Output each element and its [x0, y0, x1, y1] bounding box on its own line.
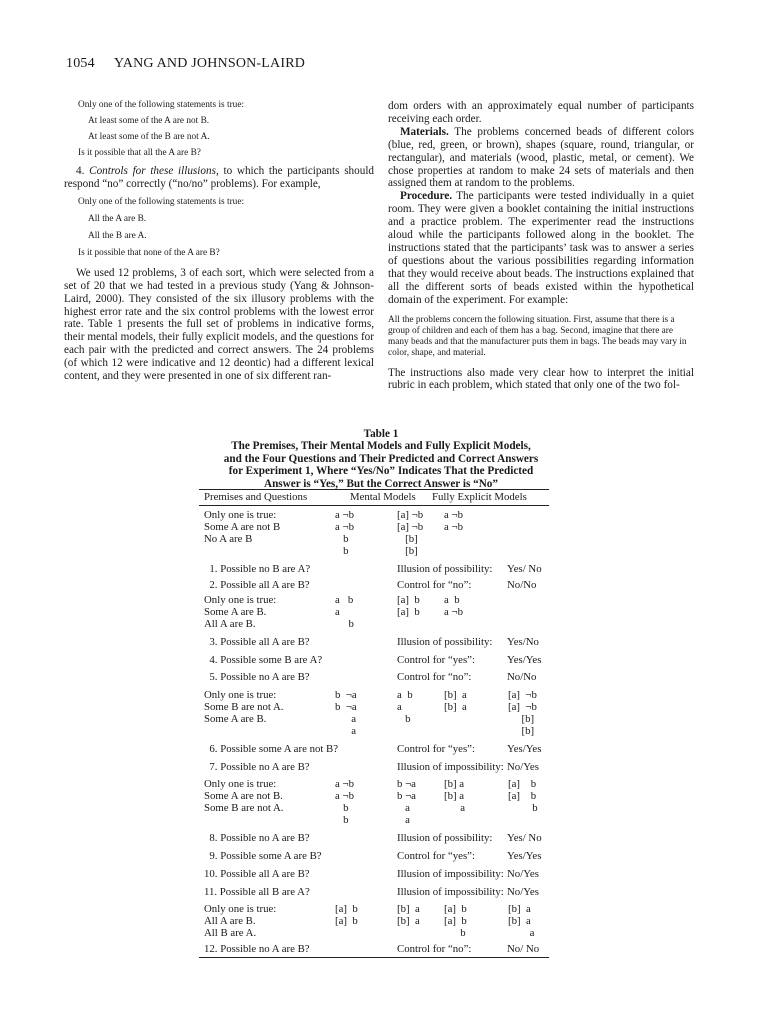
table-title-line: The Premises, Their Mental Models and Fully Explicit Models, [231, 440, 531, 453]
table-cell: No/No [507, 579, 537, 591]
table-row-label: All A are B. [204, 915, 256, 927]
table-label: Table 1 [363, 428, 399, 440]
table-cell: a [508, 927, 535, 939]
table-cell: b ¬a [335, 689, 357, 701]
running-title: YANG AND JOHNSON-LAIRD [114, 56, 306, 71]
example2-statement-1: All the A are B. [88, 213, 147, 224]
table-cell: a [397, 701, 402, 713]
table-cell: a b [444, 594, 460, 606]
table-cell: a [444, 802, 465, 814]
table-cell: b [508, 802, 538, 814]
table-cell: [a] ¬b [397, 509, 424, 521]
table-cell: Control for “yes”: [397, 654, 475, 666]
table-row-label: 7. Possible no A are B? [204, 761, 310, 773]
table-cell: Illusion of impossibility: [397, 868, 504, 880]
table-row-label: Only one is true: [204, 778, 277, 790]
table-cell: Control for “no”: [397, 579, 472, 591]
table-row-label: 9. Possible some A are B? [204, 850, 322, 862]
table-row-label: Only one is true: [204, 509, 277, 521]
table-title-line: and the Four Questions and Their Predicted and Correct Answers [223, 452, 539, 465]
right-column [388, 100, 694, 392]
table-cell: a b [397, 689, 413, 701]
table-cell: Illusion of possibility: [397, 563, 493, 575]
table-row-label: 8. Possible no A are B? [204, 832, 310, 844]
table-cell: a ¬b [335, 790, 354, 802]
example2-question: Is it possible that none of the A are B? [78, 247, 220, 258]
table-cell: [b] [397, 533, 418, 545]
table-cell: Yes/ No [507, 832, 542, 844]
table-cell: a [335, 725, 356, 737]
table-row-label: 12. Possible no A are B? [204, 943, 310, 955]
table-row-label: Only one is true: [204, 594, 277, 606]
table-cell: Control for “no”: [397, 943, 472, 955]
example2-statement-2: All the B are A. [88, 230, 147, 241]
table-cell: [a] b [444, 903, 467, 915]
table-cell: No/ No [507, 943, 540, 955]
table-cell: [a] b [397, 594, 420, 606]
table-cell: Yes/Yes [507, 850, 542, 862]
table-cell: [b] [508, 713, 535, 725]
example1-question: Is it possible that all the A are B? [78, 148, 201, 158]
continuation-paragraph: dom orders with an approximately equal number of participants receiving each order. [388, 100, 694, 125]
table-row-label: 4. Possible some B are A? [204, 654, 323, 666]
table-cell: [b] a [397, 915, 420, 927]
table-cell: b [335, 802, 349, 814]
table-cell: Illusion of possibility: [397, 832, 493, 844]
table-cell: b [335, 533, 349, 545]
table-cell: a b [335, 594, 354, 606]
control-paragraph [64, 165, 374, 191]
table-title-line: for Experiment 1, Where “Yes/No” Indicates That the Predicted [228, 465, 534, 478]
control-italic-phrase: Controls for these illusions, [89, 165, 219, 177]
table-cell: Control for “yes”: [397, 850, 475, 862]
table-cell: No/No [507, 671, 537, 683]
table-row-label: 3. Possible all A are B? [204, 636, 310, 648]
table-cell: Yes/Yes [507, 743, 542, 755]
control-number: 4. [76, 165, 85, 177]
table-cell: a ¬b [444, 606, 463, 618]
table-cell: [b] a [508, 903, 531, 915]
table-row-label: Some A are not B [204, 521, 281, 533]
table-cell: b ¬a [397, 790, 416, 802]
table-cell: [b] a [444, 689, 467, 701]
left-column [64, 100, 374, 383]
table-cell: [b] a [508, 915, 531, 927]
table-cell: a [397, 802, 410, 814]
table-cell: b [397, 713, 411, 725]
table-row-label: All B are A. [204, 927, 257, 939]
table-cell: Control for “no”: [397, 671, 472, 683]
method-paragraph: We used 12 problems, 3 of each sort, which were selected from a set of 20 that we had tested in a previous study (Yang & Johnson-Laird, 2000). They consisted of the six illusory problems with the highest error rate and the six control problems with the lowest error rate. Table 1 presents the full set of problems in indicative forms, their mental models, their fully explicit models, and the questions for each pair with the predicted and correct answers. The 24 problems (of which 12 were indicative and 12 deontic) had a different lexical content, and they were presented in one of six different ran- [64, 266, 374, 383]
table-header-rule [199, 505, 549, 506]
table-cell: [a] ¬b [508, 689, 537, 701]
block-quote: All the problems concern the following situation. First, assume that there is a group of children and each of them has a bag. Second, imagine that there are many beads and that the manufacturer puts them in bags. The beads may vary in color, shape, and material. [388, 314, 687, 358]
table-row-label: Only one is true: [204, 689, 277, 701]
example1-intro: Only one of the following statements is true: [78, 100, 245, 110]
table-cell: [a] ¬b [508, 701, 537, 713]
table-cell: a ¬b [335, 509, 354, 521]
example1-statement-1: At least some of the A are not B. [88, 116, 210, 126]
table-cell: a ¬b [444, 509, 463, 521]
table-cell: [b] a [397, 903, 420, 915]
table-row-label: 1. Possible no B are A? [204, 563, 311, 575]
table-cell: [a] b [335, 903, 358, 915]
example1-statement-2: At least some of the B are not A. [88, 132, 210, 142]
running-header [66, 56, 305, 72]
instructions-paragraph: The instructions also made very clear how to interpret the initial rubric in each problem, which stated that only one of the two fol- [388, 366, 694, 392]
table-cell: b [335, 618, 354, 630]
table-cell: Yes/Yes [507, 654, 542, 666]
table-header-mental: Mental Models [350, 491, 416, 503]
table-header-premises: Premises and Questions [204, 491, 308, 503]
table-bottom-rule [199, 957, 549, 958]
table-cell: [a] b [508, 790, 537, 802]
table-cell: a [335, 713, 356, 725]
table-cell: a ¬b [444, 521, 463, 533]
table-cell: b [444, 927, 466, 939]
table-row-label: 2. Possible all A are B? [204, 579, 310, 591]
materials-heading: Materials. [400, 125, 449, 138]
table-cell: [b] a [444, 790, 465, 802]
procedure-paragraph [388, 190, 694, 306]
table-row-label: 6. Possible some A are not B? [204, 743, 339, 755]
table-title-line: Answer is “Yes,” But the Correct Answer is “No” [264, 477, 498, 490]
table-row-label: Some A are B. [204, 713, 267, 725]
page-number: 1054 [66, 56, 95, 71]
table-row-label: Some A are B. [204, 606, 267, 618]
table-cell: b ¬a [335, 701, 357, 713]
table-cell: [b] [508, 725, 535, 737]
table-cell: Illusion of impossibility: [397, 761, 504, 773]
table-row-label: No A are B [204, 533, 253, 545]
table-cell: [a] b [508, 778, 537, 790]
table-row-label: 10. Possible all A are B? [204, 868, 310, 880]
table-cell: Yes/ No [507, 563, 542, 575]
table-row-label: 11. Possible all B are A? [204, 886, 310, 898]
materials-paragraph [388, 126, 694, 191]
table-row-label: 5. Possible no A are B? [204, 671, 310, 683]
table-caption [196, 428, 566, 490]
table-row-label: All A are B. [204, 618, 256, 630]
table-top-rule [199, 489, 549, 490]
table-cell: a ¬b [335, 778, 354, 790]
table-cell: [a] b [397, 606, 420, 618]
table-row-label: Some B are not A. [204, 701, 284, 713]
table-cell: Control for “yes”: [397, 743, 475, 755]
table-cell: b ¬a [397, 778, 416, 790]
table-row-label: Only one is true: [204, 903, 277, 915]
table-cell: [b] [397, 545, 418, 557]
table-cell: [a] b [444, 915, 467, 927]
control-text: to which the participants should respond “no” correctly (“no/no” problems). For example, [64, 165, 375, 190]
table-row-label: Some A are not B. [204, 790, 283, 802]
table-cell: b [335, 545, 349, 557]
table-header-explicit: Fully Explicit Models [432, 491, 527, 503]
table-cell: No/Yes [507, 868, 539, 880]
table-cell: [a] b [335, 915, 358, 927]
table-cell: a [335, 606, 340, 618]
example2-intro: Only one of the following statements is true: [78, 196, 245, 207]
table-cell: a ¬b [335, 521, 354, 533]
procedure-heading: Procedure. [400, 190, 453, 203]
table-cell: b [335, 814, 349, 826]
table-cell: No/Yes [507, 761, 539, 773]
table-cell: [a] ¬b [397, 521, 424, 533]
materials-text: The problems concerned beads of different colors (blue, red, green, or brown), shapes (square, round, triangular, or rectangular), and materials (wood, plastic, metal, or cement). We chose properties at random to make 24 sets of materials and then assigned them at random to the problems. [388, 125, 694, 190]
table-cell: [b] a [444, 701, 467, 713]
table-cell: Yes/No [507, 636, 539, 648]
table-cell: a [397, 814, 410, 826]
table-cell: [b] a [444, 778, 465, 790]
table-cell: No/Yes [507, 886, 539, 898]
procedure-text: The participants were tested individually in a quiet room. They were given a booklet containing the initial instructions and a practice problem. The experimenter read the instructions aloud while the participants followed along in the booklet. The instructions stated that the participants’ task was to answer a series of questions about the various possibilities regarding information that they would receive about beads. The instructions explained that all the different sorts of beads existed within the hypothetical domain of the experiment. For example: [388, 190, 694, 306]
table-cell: Illusion of impossibility: [397, 886, 504, 898]
table-cell: Illusion of possibility: [397, 636, 493, 648]
table-row-label: Some B are not A. [204, 802, 284, 814]
